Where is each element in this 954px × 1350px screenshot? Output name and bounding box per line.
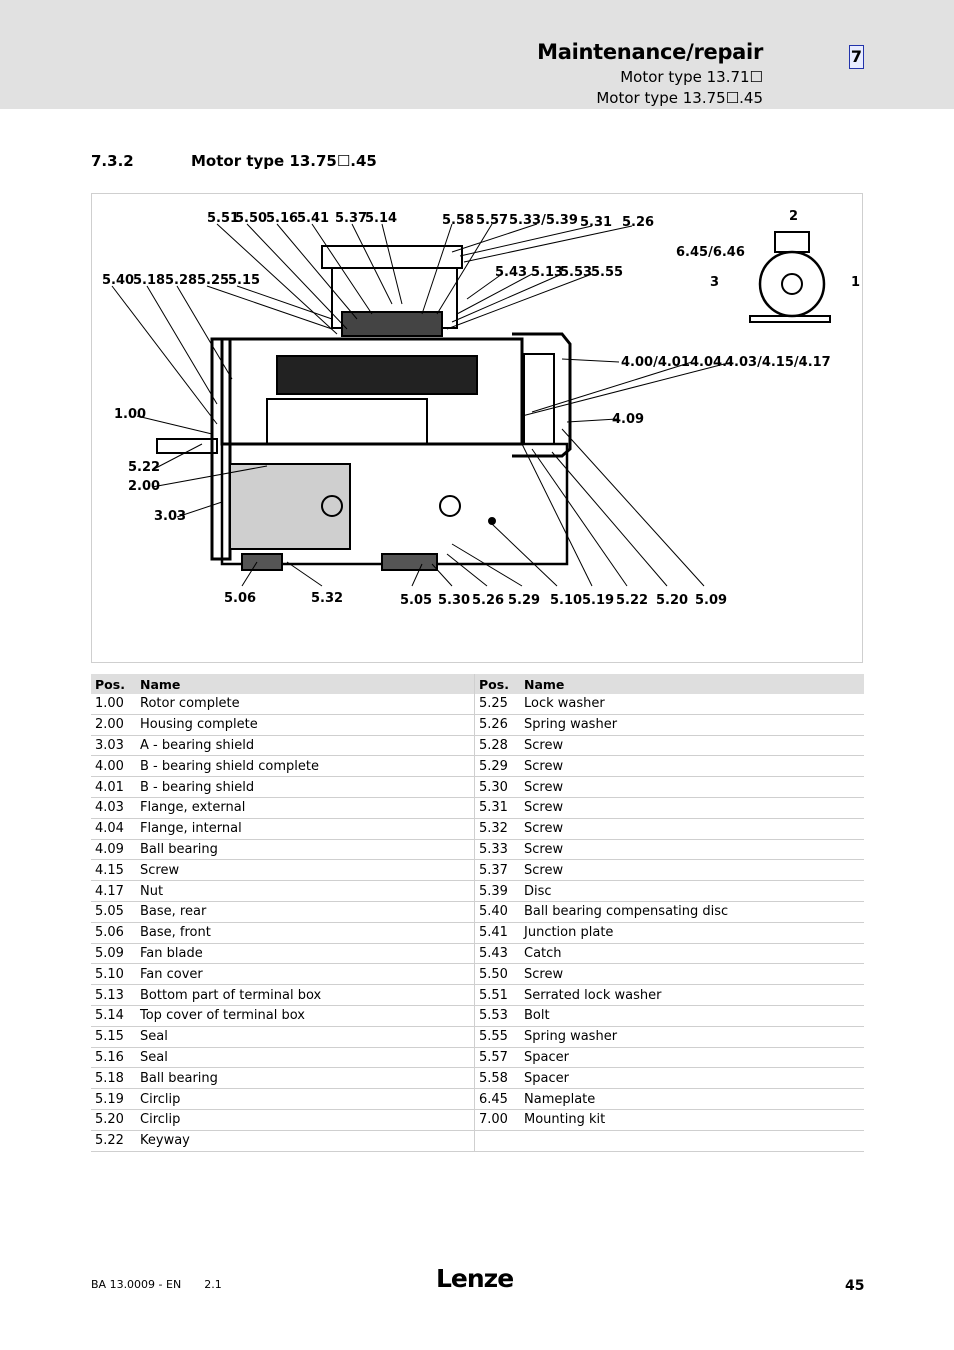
callout: 1.00 [114,407,147,422]
name-cell: Spring washer [520,1026,864,1047]
pos-cell: 5.15 [91,1026,136,1047]
name-cell: Keyway [136,1130,475,1151]
table-row [91,1068,864,1089]
name-cell: Rotor complete [136,694,475,714]
callout: 5.53 [560,265,593,280]
callout: 5.40 [102,273,135,288]
pos-cell: 5.51 [475,985,521,1006]
table-header-row [91,674,864,694]
pos-cell: 4.00 [91,756,136,777]
name-cell: Screw [520,735,864,756]
name-cell: Screw [136,860,475,881]
name-cell: Fan blade [136,943,475,964]
name-cell: A - bearing shield [136,735,475,756]
table-row [91,797,864,818]
name-cell: Base, rear [136,901,475,922]
callout: 5.50 [235,211,268,226]
name-cell: Disc [520,881,864,902]
header-band [0,0,954,109]
callout: 5.25 [197,273,230,288]
housing-fins [230,464,350,549]
name-cell: Bottom part of terminal box [136,985,475,1006]
table-row [91,1026,864,1047]
section-title: Motor type 13.75☐.45 [191,152,377,170]
pos-cell: 5.05 [91,901,136,922]
callout: 5.14 [365,211,398,226]
pos-cell: 5.19 [91,1089,136,1110]
callout: 5.41 [297,211,330,226]
table-row [91,964,864,985]
name-cell: B - bearing shield complete [136,756,475,777]
callout: 5.16 [266,211,299,226]
callout: 5.58 [442,213,475,228]
callout: 5.43 [495,265,528,280]
page-title: Maintenance/repair [537,40,763,64]
callout: 5.37 [335,211,368,226]
callout: 5.51 [207,211,240,226]
name-cell: Screw [520,860,864,881]
side-view-shaft [782,274,802,294]
callout: 4.00/4.01 [621,355,690,370]
stator-core [277,356,477,394]
fan-blade [524,354,554,444]
table-row [91,1089,864,1110]
callout: 2 [789,209,799,224]
callout: 5.22 [616,593,649,608]
table-row [91,777,864,798]
pos-cell: 5.53 [475,1005,521,1026]
pos-cell: 5.09 [91,943,136,964]
name-cell: Screw [520,756,864,777]
name-cell: Mounting kit [520,1109,864,1130]
rotor [267,399,427,444]
col-header-name: Name [520,674,864,694]
pos-cell: 5.14 [91,1005,136,1026]
name-cell: Flange, internal [136,818,475,839]
name-cell: Ball bearing [136,839,475,860]
dot-mark [489,518,495,524]
pos-cell: 5.26 [475,714,521,735]
name-cell: Screw [520,797,864,818]
name-cell: Nut [136,881,475,902]
name-cell: Spacer [520,1047,864,1068]
callout: 5.05 [400,593,433,608]
callout: 3.03 [154,509,187,524]
name-cell: Nameplate [520,1089,864,1110]
lenze-logo: Lenze [436,1264,514,1293]
table-row [91,756,864,777]
pos-cell: 5.37 [475,860,521,881]
pos-cell: 5.18 [91,1068,136,1089]
pos-cell: 4.01 [91,777,136,798]
name-cell: Spring washer [520,714,864,735]
parts-table [91,674,864,1152]
doc-number: BA 13.0009 - EN [91,1278,182,1291]
table-row [91,1047,864,1068]
callout: 5.26 [622,215,655,230]
name-cell: Flange, external [136,797,475,818]
name-cell: Housing complete [136,714,475,735]
col-header-pos: Pos. [91,674,136,694]
parts-table-body [91,694,864,1151]
pos-cell: 5.06 [91,922,136,943]
motor-exploded-drawing [91,193,863,663]
pos-cell: 5.50 [475,964,521,985]
name-cell: Catch [520,943,864,964]
callout: 4.09 [612,412,645,427]
base-front [242,554,282,570]
callout: 3 [710,275,720,290]
callout: 5.31 [580,215,613,230]
table-row [91,901,864,922]
name-cell: Screw [520,777,864,798]
name-cell: Screw [520,964,864,985]
terminal-box-base [342,312,442,336]
callout: 5.26 [472,593,505,608]
name-cell: Circlip [136,1089,475,1110]
pos-cell: 5.25 [475,694,521,714]
callout: 5.06 [224,591,257,606]
pos-cell: 4.15 [91,860,136,881]
name-cell: Junction plate [520,922,864,943]
pos-cell: 5.41 [475,922,521,943]
pos-cell: 5.30 [475,777,521,798]
name-cell: Circlip [136,1109,475,1130]
table-row [91,839,864,860]
name-cell: Spacer [520,1068,864,1089]
name-cell: Seal [136,1047,475,1068]
pos-cell: 2.00 [91,714,136,735]
name-cell: Base, front [136,922,475,943]
table-row [91,694,864,714]
pos-cell: 5.10 [91,964,136,985]
name-cell: Seal [136,1026,475,1047]
col-header-name: Name [136,674,475,694]
pos-cell: 5.28 [475,735,521,756]
pos-cell: 7.00 [475,1109,521,1130]
pos-cell: 5.16 [91,1047,136,1068]
callout: 5.28 [165,273,198,288]
pos-cell: 5.29 [475,756,521,777]
table-row [91,714,864,735]
section-number: 7.3.2 [91,152,134,170]
table-row [91,1005,864,1026]
bolt-right [440,496,460,516]
shaft [157,439,217,453]
page-subtitle-2: Motor type 13.75☐.45 [596,89,763,107]
pos-cell: 5.32 [475,818,521,839]
table-row [91,881,864,902]
pos-cell [475,1130,521,1151]
pos-cell: 4.04 [91,818,136,839]
table-row [91,985,864,1006]
callout: 5.32 [311,591,344,606]
name-cell [520,1130,864,1151]
table-row [91,1109,864,1130]
pos-cell: 5.58 [475,1068,521,1089]
callout: 5.10 [550,593,583,608]
base-rear [382,554,437,570]
name-cell: Screw [520,818,864,839]
pos-cell: 5.39 [475,881,521,902]
name-cell: Fan cover [136,964,475,985]
document-id [91,1278,222,1291]
page-number: 45 [845,1278,865,1294]
table-row [91,818,864,839]
motor-drawing-svg [92,194,862,662]
table-row [91,735,864,756]
page-subtitle-1: Motor type 13.71☐ [620,68,763,86]
pos-cell: 1.00 [91,694,136,714]
callout: 5.13 [531,265,564,280]
callout: 5.20 [656,593,689,608]
callout: 2.00 [128,479,161,494]
doc-version: 2.1 [204,1278,222,1291]
chapter-marker[interactable]: 7 [849,45,864,69]
pos-cell: 4.09 [91,839,136,860]
pos-cell: 3.03 [91,735,136,756]
callout: 5.18 [133,273,166,288]
pos-cell: 5.57 [475,1047,521,1068]
pos-cell: 5.20 [91,1109,136,1130]
pos-cell: 4.17 [91,881,136,902]
pos-cell: 5.40 [475,901,521,922]
callout: 5.22 [128,460,161,475]
callout: 5.57 [476,213,509,228]
pos-cell: 5.43 [475,943,521,964]
callout: 5.55 [591,265,624,280]
callout: 5.15 [228,273,261,288]
callout: 4.04. [690,355,728,370]
table-row [91,860,864,881]
callout-labels [102,209,860,608]
table-row [91,922,864,943]
pos-cell: 5.31 [475,797,521,818]
pos-cell: 5.55 [475,1026,521,1047]
table-row [91,1130,864,1151]
name-cell: Top cover of terminal box [136,1005,475,1026]
name-cell: Ball bearing [136,1068,475,1089]
pos-cell: 6.45 [475,1089,521,1110]
side-view-foot [750,316,830,322]
callout: 4.03/4.15/4.17 [725,355,831,370]
callout: 5.09 [695,593,728,608]
table-row [91,943,864,964]
pos-cell: 4.03 [91,797,136,818]
name-cell: Bolt [520,1005,864,1026]
side-view-terminal [775,232,809,252]
col-header-pos: Pos. [475,674,521,694]
callout: 5.30 [438,593,471,608]
pos-cell: 5.33 [475,839,521,860]
callout: 5.33/5.39 [509,213,578,228]
name-cell: Ball bearing compensating disc [520,901,864,922]
callout: 6.45/6.46 [676,245,745,260]
pos-cell: 5.13 [91,985,136,1006]
name-cell: Serrated lock washer [520,985,864,1006]
name-cell: Lock washer [520,694,864,714]
callout: 5.29 [508,593,541,608]
callout: 1 [851,275,861,290]
name-cell: B - bearing shield [136,777,475,798]
callout: 5.19 [582,593,615,608]
side-view-motor [760,252,824,316]
pos-cell: 5.22 [91,1130,136,1151]
name-cell: Screw [520,839,864,860]
